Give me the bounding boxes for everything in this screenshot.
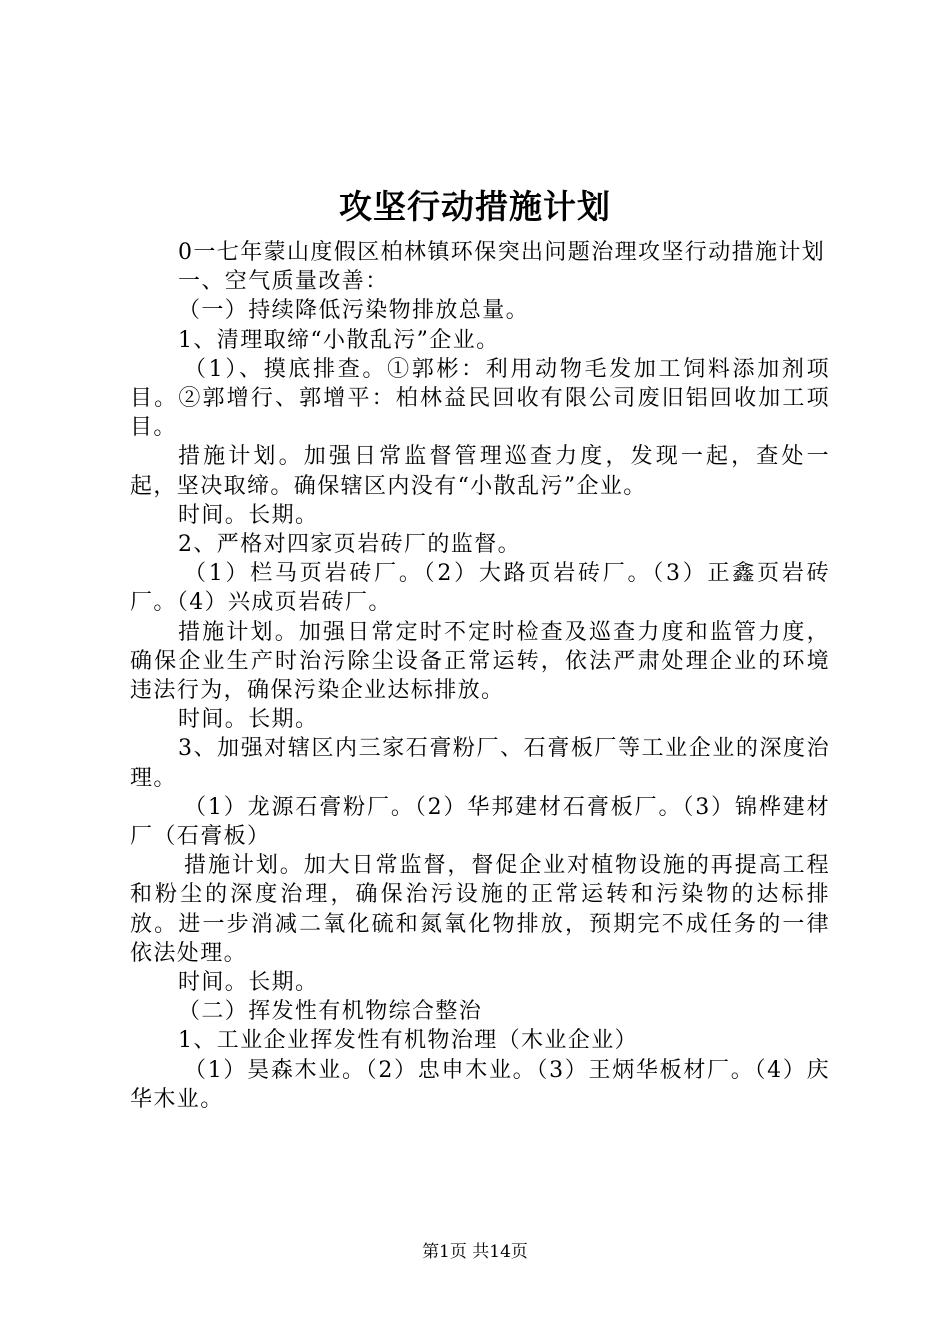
paragraph-item-heading: 1、清理取缔“小散乱污”企业。 <box>178 327 500 353</box>
paragraph-subsection-heading: （二）挥发性有机物综合整治 <box>178 999 483 1025</box>
paragraph-item-heading: 3、加强对辖区内三家石膏粉厂、石膏板厂等工业企业的深度治理。 <box>130 736 830 791</box>
paragraph-item-heading: 1、工业企业挥发性有机物治理（木业企业） <box>178 1028 638 1054</box>
paragraph-timeframe: 时间。长期。 <box>178 502 319 528</box>
paragraph-timeframe: 时间。长期。 <box>178 707 319 733</box>
paragraph-item-heading: 2、严格对四家页岩砖厂的监督。 <box>178 532 521 558</box>
paragraph-intro: 0一七年蒙山度假区柏林镇环保突出问题治理攻坚行动措施计划 <box>178 240 826 265</box>
paragraph-detail: （1）龙源石膏粉厂。（2）华邦建材石膏板厂。（3）锦桦建材厂（石膏板） <box>130 794 830 850</box>
paragraph-detail: （1）昊森木业。（2）忠申木业。（3）王炳华板材厂。（4）庆华木业。 <box>130 1057 830 1112</box>
paragraph-timeframe: 时间。长期。 <box>178 970 319 996</box>
paragraph-measures: 措施计划。加强日常监督管理巡查力度，发现一起，查处一起，坚决取缔。确保辖区内没有“小散乱污”企业。 <box>130 444 830 499</box>
page-number-footer: 第1页 共14页 <box>422 1242 528 1262</box>
paragraph-measures: 措施计划。加强日常定时不定时检查及巡查力度和监管力度，确保企业生产时治污除尘设备正常运转，依法严肃处理企业的环境违法行为，确保污染企业达标排放。 <box>130 619 830 704</box>
paragraph-measures: 措施计划。加大日常监督，督促企业对植物设施的再提高工程和粉尘的深度治理，确保治污设施的正常运转和污染物的达标排放。进一步消减二氧化硫和氮氧化物排放，预期完不成任务的一律依法处理。 <box>130 853 830 966</box>
paragraph-detail: （1）、摸底排查。①郭彬：利用动物毛发加工饲料添加剂项目。②郭增行、郭增平：柏林益民回收有限公司废旧铝回收加工项目。 <box>130 356 830 441</box>
paragraph-detail: （1）栏马页岩砖厂。（2）大路页岩砖厂。（3）正鑫页岩砖厂。（4）兴成页岩砖厂。 <box>130 561 830 616</box>
paragraph-subsection-heading: （一）持续降低污染物排放总量。 <box>178 298 530 324</box>
document-title: 攻坚行动措施计划 <box>339 187 611 226</box>
document-body <box>130 238 830 1114</box>
paragraph-section-heading: 一、空气质量改善： <box>178 269 389 295</box>
